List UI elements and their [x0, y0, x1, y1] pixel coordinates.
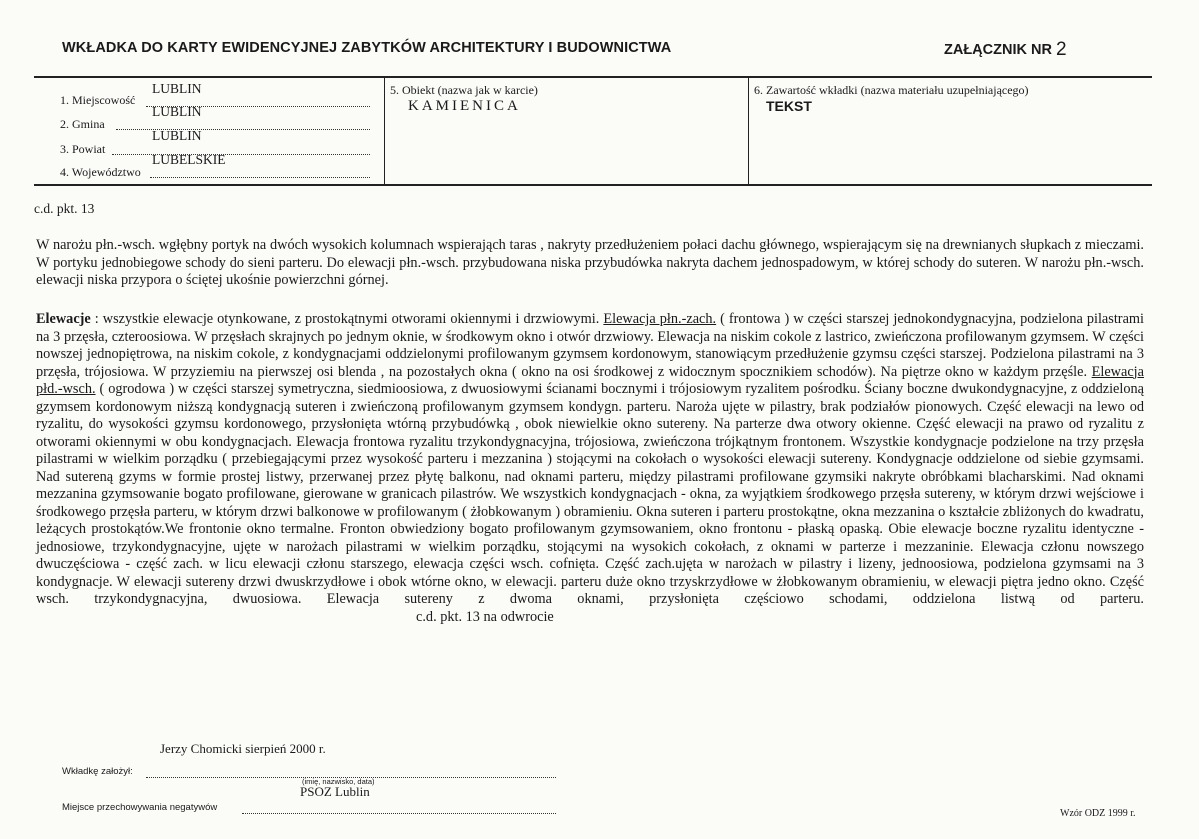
powiat-row [60, 142, 105, 157]
gmina-row [60, 117, 105, 132]
gmina-label: 2. Gmina [60, 117, 105, 131]
paragraph-2-part-c: ( ogrodowa ) w części starszej symetryczna, siedmioosiowa, z dwuosiowymi ścianami bocznymi i trójosiowym ryzalitem pośrodku. Ściany boczne dwukondygnacyjne, z oddzieloną gzymsem kordonowym niższą kondygnacją suteren i zwieńczoną profilowanym gzymsem kondygn. parteru. Naroża ujęte w pilastry, brak podziałów pionowych. Część elewacji na lewo od ryzalitu, do wysokości gzymsu kordonowego, przysłonięta wtórną przybudówką , obok niewielkie okno sutereny. Na parterze dwa otwory okienne. Część elewacji na prawo od ryzalitu z otworami okiennymi w obu kondygnacjach. Elewacja frontowa ryzalitu trzykondygnacyjna, trójosiowa, zwieńczona trójkątnym frontonem. Wszystkie kondygnacje podzielone na trzy przęsła pilastrami w wielkim porządku ( przebiegającymi przez wysokość parteru i mezzanina ) stojącymi na cokołach o wysokości elewacji sutereny. Kondygnacje oddzielone od siebie gzymsami. Nad sutereną gzyms w formie prostej listwy, przerwanej przez płytę balkonu, nad oknami parteru, między pilastrami profilowane gzymsiki nakryte obróbkami blacharskimi. Nad oknami mezzanina gzymsowanie bogato profilowane, gierowane w granicach pilastrów. We wszystkich kondygnacjach - okna, za wyjątkiem środkowego przęsła sutereny, w którym drzwi wejściowe i środkowego przęsła parteru, w którym drzwi balkonowe w profilowanym ( żłobkowanym ) obramieniu. Okna suteren i parteru prostokątne, okna mezzanina o kształcie zbliżonych do kwadratu, leżących prostokątów.We frontonie okno termalne. Fronton obwiedziony bogato profilowanym gzymsowaniem, okno frontonu - płaską opaską. Obie elewacje boczne ryzalitu identyczne - jednosiowe, trzykondygnacyjne, ujęte w narożach pilastrami w wielkim porządku, stojącymi na wysokich cokołach, z oknami w parterze i mezzaninie. Elewacja członu nowszego dwuczęściowa - część zach. w licu elewacji członu starszego, elewacja części wsch. cofnięta. Część zach.ujęta w narożach w pilastry i lizeny, jednoosiowa, podzielona gzymsami na 3 kondygnacje. W elewacji sutereny drzwi dwuskrzydłowe i obok wtórne okno, w elewacji. parteru duże okno trzyskrzydłowe w żłobkowanym obramieniu, w elewacji piętra jedno okno. Część wsch. trzykondygnacyjna, dwuosiowa. Elewacja sutereny z dwoma oknami, przysłonięta częściowo schodami, oddzielona listwą od parteru. [36, 381, 1144, 607]
elewacje-lead: Elewacje [36, 311, 91, 327]
wojewodztwo-value: LUBELSKIE [152, 152, 226, 167]
attachment-number: 2 [1055, 39, 1067, 60]
elewacja-front-heading: Elewacja płn.-zach. [603, 311, 717, 327]
author-date: Jerzy Chomicki sierpień 2000 r. [160, 741, 326, 756]
powiat-dots [112, 154, 370, 155]
continuation-header: c.d. pkt. 13 [34, 201, 95, 216]
miejscowosc-label: 1. Miejscowość [60, 93, 136, 107]
form-code: Wzór ODZ 1999 r. [1060, 808, 1136, 819]
miejscowosc-value: LUBLIN [152, 81, 202, 96]
form-title: WKŁADKA DO KARTY EWIDENCYJNEJ ZABYTKÓW ARCHITEKTURY I BUDOWNICTWA [62, 40, 672, 56]
object-value: KAMIENICA [408, 98, 521, 114]
powiat-value: LUBLIN [152, 128, 202, 143]
attachment-label-text: ZAŁĄCZNIK NR [944, 42, 1052, 58]
storage-label: Miejsce przechowywania negatywów [62, 802, 218, 813]
continuation-footer: c.d. pkt. 13 na odwrocie [416, 608, 554, 625]
powiat-label: 3. Powiat [60, 142, 106, 156]
attachment-label [944, 38, 1067, 60]
paragraph-2-part-b: ( frontowa ) w części starszej jednokondygnacyjna, podzielona pilastrami na 3 przęsła, czteroosiowa. W przęsłach skrajnych po jednym oknie, w środkowym okno i otwór drzwiowy. Elewacja na niskim cokole z lastrico, zwieńczona profilowanym gzymsem. W części nowszej jednopiętrowa, na niskim cokole, z kondygnacjami oddzielonymi profilowanym gzymsem kordonowym, stanowiącym przedłużenie gzymsu części starszej. Podzielona pilastrami na 3 przęsła, trójosiowa. W przyziemiu na pierwszej osi blenda , na pozostałych okna ( okno na osi środkowej z widocznym spocznikiem schodów). Na piętrze okno w każdym przęśle. [36, 311, 1145, 380]
elewacja-garden-heading: Elewacja płd.-wsch. [36, 363, 1144, 397]
founded-label: Wkładkę założył: [62, 766, 133, 777]
box-divider-1 [384, 76, 385, 186]
content-label: 6. Zawartość wkładki (nazwa materiału uzupełniającego) [754, 83, 1029, 97]
paragraph-2 [36, 311, 1144, 626]
storage-value: PSOZ Lublin [300, 784, 370, 799]
box-bottom-line [34, 184, 1152, 186]
wojewodztwo-row [60, 165, 141, 180]
object-label: 5. Obiekt (nazwa jak w karcie) [390, 83, 538, 97]
name-hint: (imię, nazwisko, data) [302, 777, 375, 786]
box-top-line [34, 76, 1152, 78]
gmina-value: LUBLIN [152, 104, 202, 119]
miejscowosc-row [60, 93, 135, 108]
wojewodztwo-dots [150, 177, 370, 178]
storage-dots [242, 813, 556, 814]
paragraph-2-part-a: : wszystkie elewacje otynkowane, z prostokątnymi otworami okiennymi i drzwiowymi. [90, 311, 604, 327]
paragraph-1: W narożu płn.-wsch. wgłębny portyk na dwóch wysokich kolumnach wspierająch taras , nakryty przedłużeniem połaci dachu głównego, wspierającym się na drewnianych słupkach z mieczami. W portyku jednobiegowe schody do sieni parteru. Do elewacji płn.-wsch. przybudowana niska przybudówka nakryta dachem jednospadowym, w której schody do suteren. W narożu płn.-wsch. elewacji niska przypora o ściętej ukośnie powierzchni górnej. [36, 237, 1144, 288]
content-value: TEKST [766, 98, 812, 114]
wojewodztwo-label: 4. Województwo [60, 165, 141, 179]
box-divider-2 [748, 76, 749, 186]
